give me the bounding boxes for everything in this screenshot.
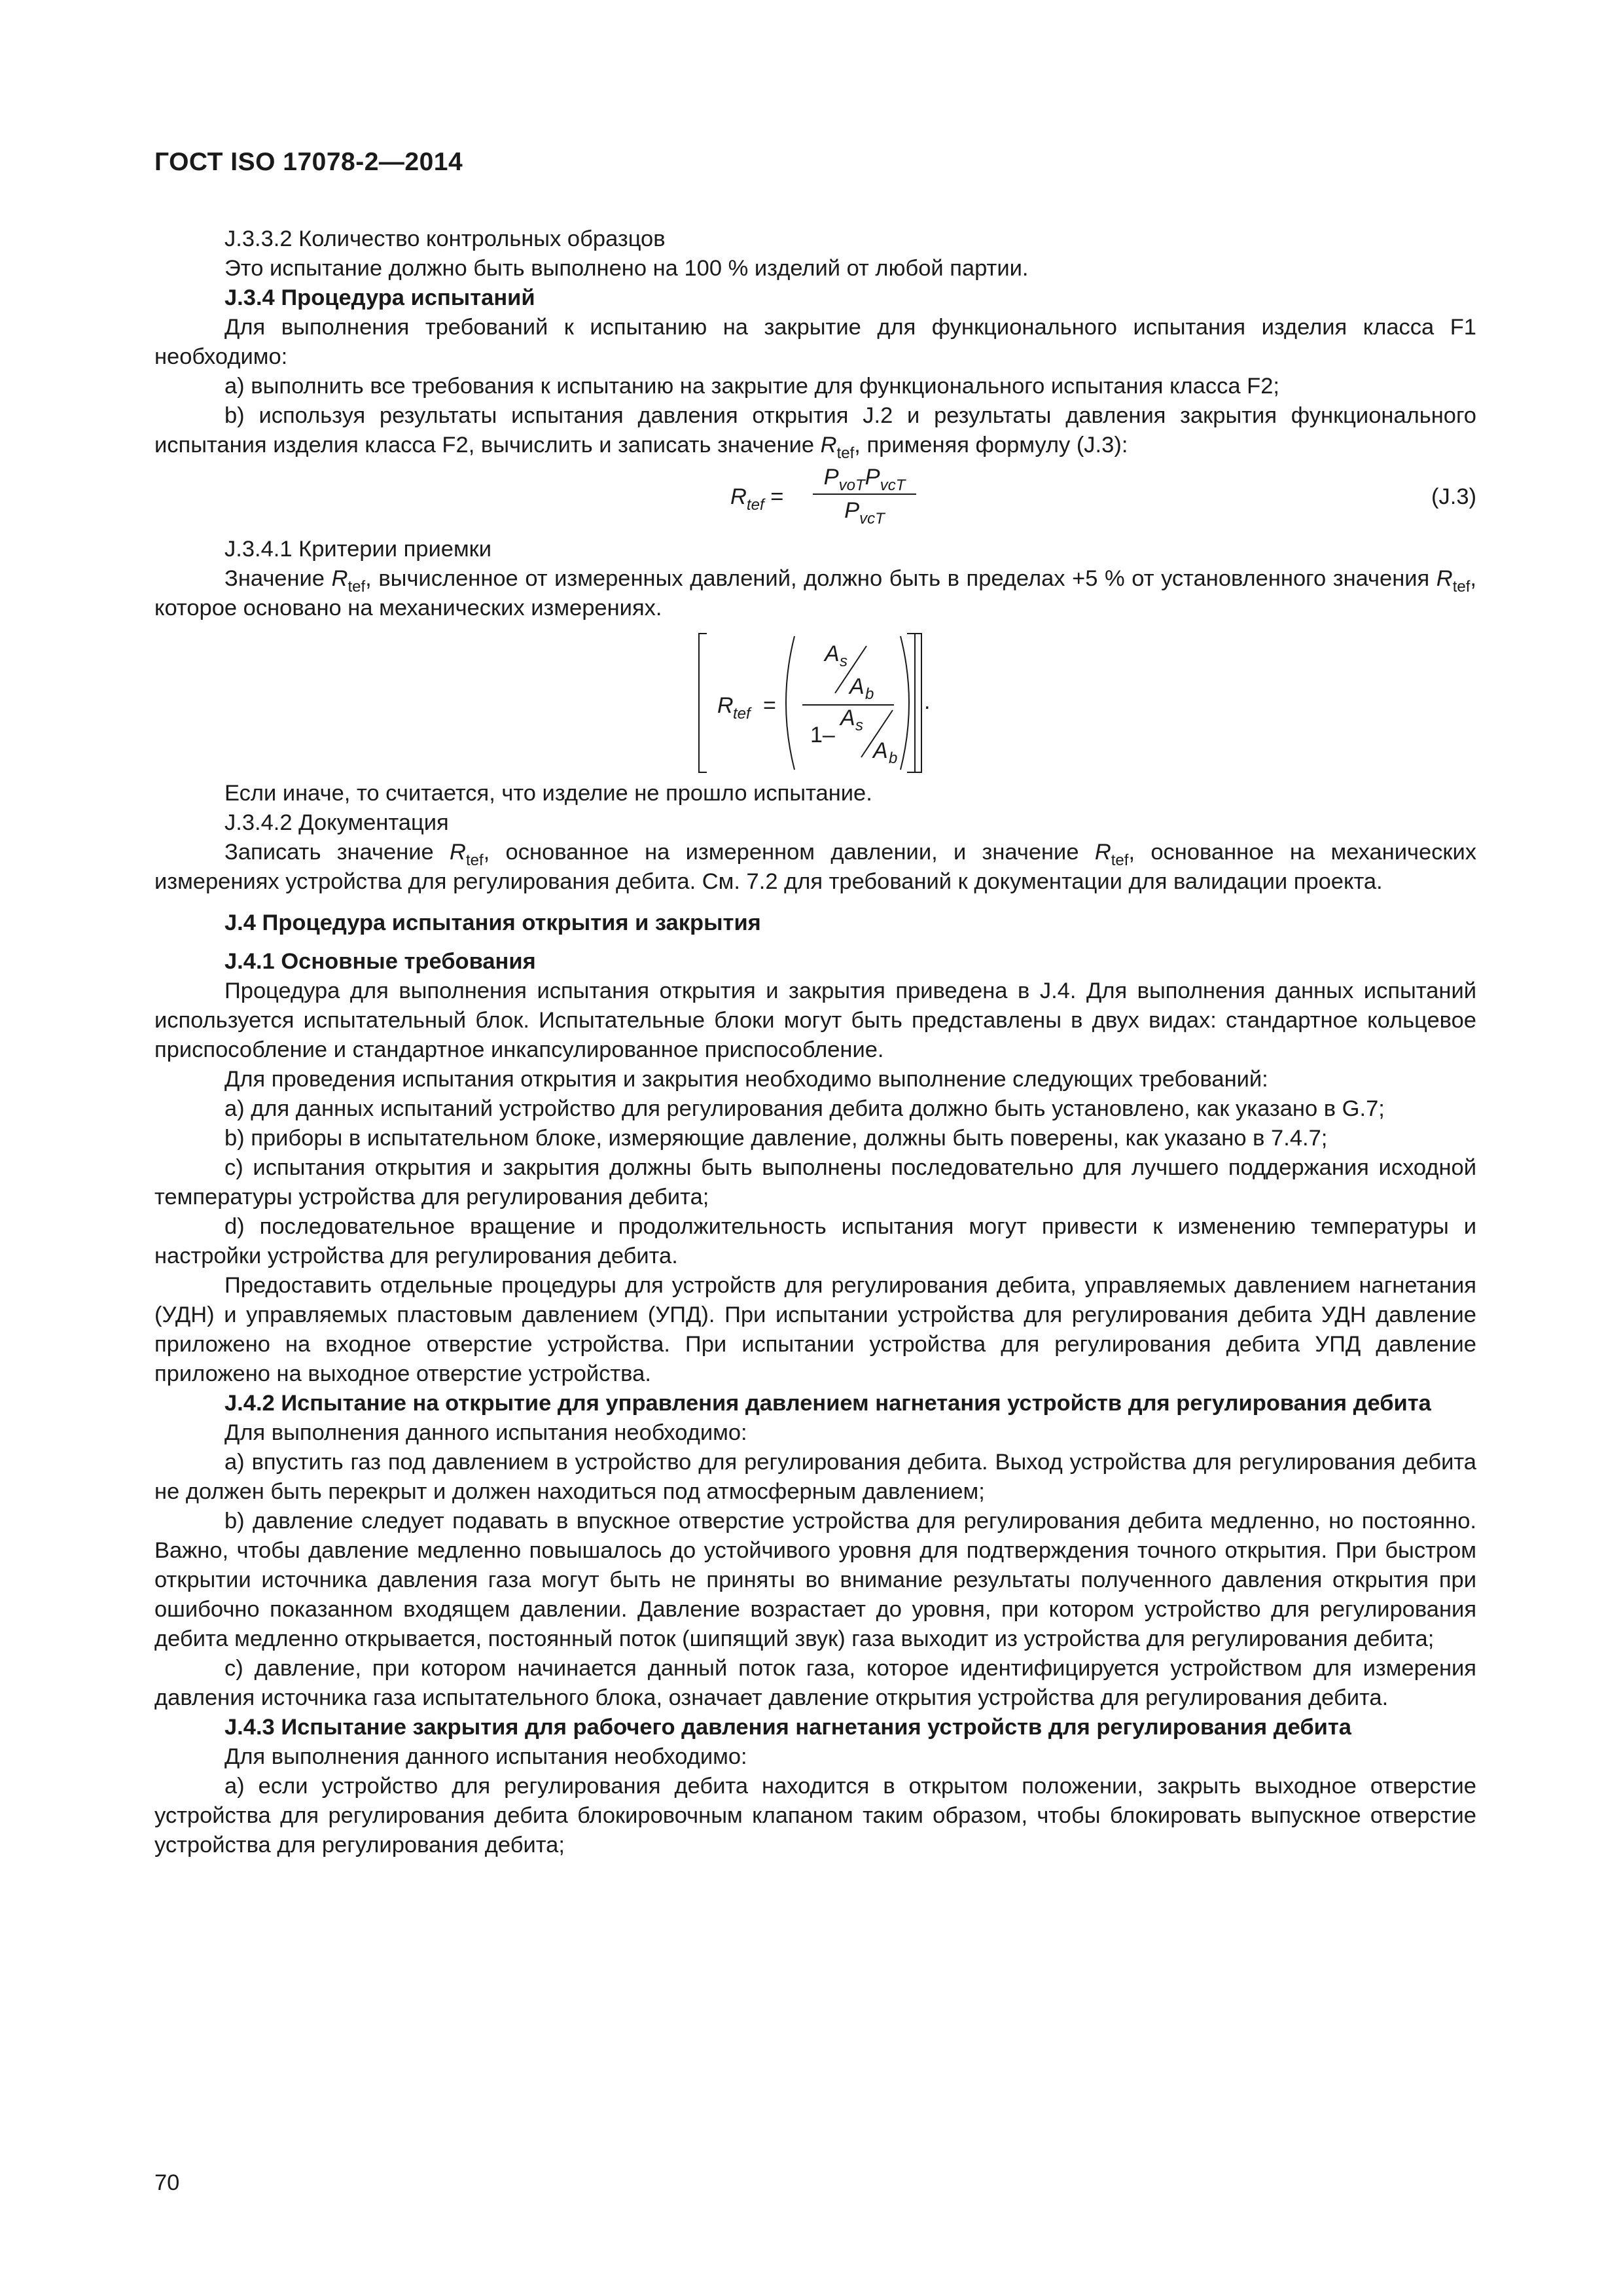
paragraph: Процедура для выполнения испытания открытия и закрытия приведена в J.4. Для выполнения данных испытаний используется испытательный блок. Испытательные блоки могут быть представлены в двух видах: стандартное кольцевое приспособление и стандартное инкапсулированное приспособление. xyxy=(154,978,1476,1062)
list-item: b) приборы в испытательном блоке, измеряющие давление, должны быть поверены, как указано в 7.4.7; xyxy=(224,1126,1328,1151)
paragraph: Записать значение $R_{tef}$, основанное на измеренном давлении, и значение $R_{tef}$, основанное на механических измерениях устройства для регулирования дебита. См. 7.2 для требований к документации для валидации проекта. xyxy=(154,840,1476,894)
fraction-denominator: $P_{vcT}$ xyxy=(844,498,885,528)
paragraph: Предоставить отдельные процедуры для устройств для регулирования дебита, управляемых давлением нагнетания (УДН) и управляемых пластовым давлением (УПД). При испытании устройства для регулирования дебита УДН давление приложено на входное отверстие устройства. При испытании устройства для регулирования дебита УПД давление приложено на выходное отверстие устройства. xyxy=(154,1273,1476,1386)
section-heading: J.4.3 Испытание закрытия для рабочего давления нагнетания устройств для регулирования дебита xyxy=(224,1715,1351,1740)
svg-text:s: s xyxy=(840,653,847,670)
svg-text:A: A xyxy=(825,641,840,666)
formula-fraction xyxy=(813,463,916,526)
paragraph: Для проведения испытания открытия и закрытия необходимо выполнение следующих требований: xyxy=(224,1067,1268,1092)
svg-text:1–: 1– xyxy=(810,723,835,747)
svg-text:A: A xyxy=(849,674,865,699)
math-var: R xyxy=(820,433,837,457)
subsection-title: J.3.4.1 Критерии приемки xyxy=(224,537,492,562)
svg-text:A: A xyxy=(873,738,888,763)
list-item: c) давление, при котором начинается данный поток газа, которое идентифицируется устройством для измерения давления источника газа испытательного блока, означает давление открытия устройства для регулирования дебита. xyxy=(154,1656,1476,1710)
svg-text:.: . xyxy=(924,689,931,714)
paragraph: Для выполнения данного испытания необходимо: xyxy=(224,1744,747,1769)
paragraph: Значение $R_{tef}$, вычисленное от измеренных давлений, должно быть в пределах +5 % от установленного значения $R_{tef}$, которое основано на механических измерениях. xyxy=(154,566,1476,620)
document-body xyxy=(154,224,1476,1860)
paragraph: Для выполнения данного испытания необходимо: xyxy=(224,1420,747,1445)
section-heading: J.4.1 Основные требования xyxy=(224,949,536,974)
math-sub: tef xyxy=(836,444,855,462)
list-item: c) испытания открытия и закрытия должны быть выполнены последовательно для лучшего поддержания исходной температуры устройства для регулирования дебита; xyxy=(154,1155,1476,1210)
list-item: а) для данных испытаний устройство для регулирования дебита должно быть установлено, как указано в G.7; xyxy=(224,1096,1385,1121)
subsection-title: J.3.3.2 Количество контрольных образцов xyxy=(224,226,666,251)
formula-acceptance xyxy=(154,627,1476,779)
list-item: а) если устройство для регулирования дебита находится в открытом положении, закрыть выходное отверстие устройства для регулирования дебита блокировочным клапаном таким образом, чтобы блокировать выпускное отверстие устройства для регулирования дебита; xyxy=(154,1774,1476,1857)
svg-text:s: s xyxy=(855,717,863,734)
section-heading: J.4.2 Испытание на открытие для управления давлением нагнетания устройств для регулирования дебита xyxy=(224,1391,1431,1416)
formula-lhs: $R_{tef}$ = xyxy=(730,484,784,514)
page-number: 70 xyxy=(154,2170,180,2195)
fraction-numerator: $P_{voT}P_{vcT}$ xyxy=(823,465,906,494)
svg-text:b: b xyxy=(865,685,874,703)
svg-text:=: = xyxy=(763,693,776,718)
formula-j3 xyxy=(154,460,1476,535)
paragraph: Это испытание должно быть выполнено на 100 % изделий от любой партии. xyxy=(224,256,1029,281)
paragraph: Для выполнения требований к испытанию на закрытие для функционального испытания изделия класса F1 необходимо: xyxy=(154,315,1476,369)
list-item: b) давление следует подавать в впускное отверстие устройства для регулирования дебита медленно, но постоянно. Важно, чтобы давление медленно повышалось до устойчивого уровня для подтверждения точного открытия. При быстром открытии источника давления газа могут быть не приняты во внимание результаты полученного давления открытия при ошибочно показанном входящем давлении. Давление возрастает до уровня, при котором устройство для регулирования дебита медленно открывается, постоянный поток (шипящий звук) газа выходит из устройства для регулирования дебита; xyxy=(154,1509,1476,1651)
svg-text:R: R xyxy=(717,693,734,718)
list-item: d) последовательное вращение и продолжительность испытания могут привести к изменению температуры и настройки устройства для регулирования дебита. xyxy=(154,1214,1476,1268)
section-heading: J.4 Процедура испытания открытия и закрытия xyxy=(224,910,761,935)
text: b) используя результаты испытания давления открытия J.2 и результаты давления закрытия функционального испытания изделия класса F2, вычислить и записать значение xyxy=(154,403,1476,457)
formula-acceptance-svg xyxy=(154,627,1476,779)
section-heading: J.3.4 Процедура испытаний xyxy=(224,285,535,310)
subsection-title: J.3.4.2 Документация xyxy=(224,810,449,835)
document-header: ГОСТ ISO 17078-2—2014 xyxy=(154,148,463,176)
svg-text:b: b xyxy=(889,749,898,767)
svg-text:tef: tef xyxy=(733,705,751,723)
list-item: а) выполнить все требования к испытанию на закрытие для функционального испытания класса F2; xyxy=(224,374,1279,399)
text: , применяя формулу (J.3): xyxy=(854,433,1128,457)
formula-number: (J.3) xyxy=(1431,484,1476,509)
paragraph: Если иначе, то считается, что изделие не прошло испытание. xyxy=(224,781,872,806)
svg-text:A: A xyxy=(840,706,855,730)
list-item: а) впустить газ под давлением в устройство для регулирования дебита. Выход устройства для регулирования дебита не должен быть перекрыт и должен находиться под атмосферным давлением; xyxy=(154,1450,1476,1504)
list-item xyxy=(154,401,1476,460)
